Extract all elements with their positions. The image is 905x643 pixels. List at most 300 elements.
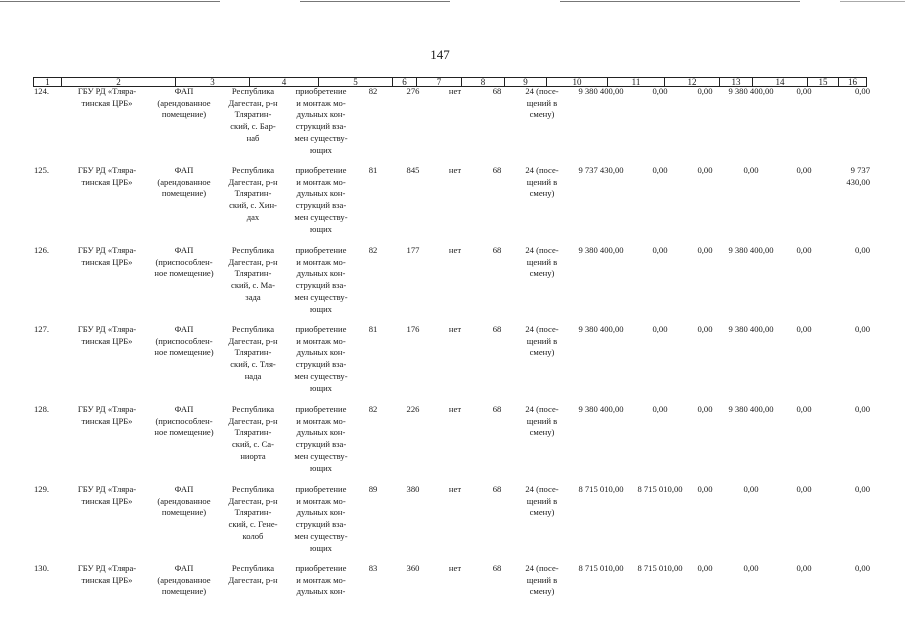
col8-cell: нет [448, 245, 462, 255]
col15-cell-line: 0,00 [796, 324, 812, 334]
work-type-cell-line: приобретение [295, 86, 347, 96]
col9-cell: 68 [492, 245, 502, 255]
organization-cell [62, 404, 152, 427]
col14-cell [722, 563, 780, 575]
work-type-cell-line: струкций вза- [295, 200, 347, 211]
row-number: 125. [34, 165, 50, 175]
address-cell-line: ский, с. Бар- [230, 121, 276, 132]
header-col-number: 6 [393, 78, 417, 87]
col11-cell-line: 8 715 010,00 [578, 563, 624, 573]
object-cell-line: (арендованное [157, 574, 211, 585]
col6-cell: 82 [368, 86, 378, 96]
col16-cell-line: 9 737 [850, 165, 870, 175]
address-cell-line: колоб [242, 530, 264, 541]
object-cell-line: ное помещение) [154, 427, 214, 438]
header-col-number: 7 [417, 78, 462, 87]
object-cell-line: (приспособлен- [155, 415, 213, 426]
work-type-cell-line: и монтаж мо- [296, 574, 346, 585]
col11-cell [572, 324, 630, 336]
object-cell-line: (арендованное [157, 176, 211, 187]
organization-cell-line: ГБУ РД «Тляра- [77, 563, 137, 573]
work-type-cell-line: приобретение [295, 324, 347, 334]
work-type-cell-line: и монтаж мо- [296, 335, 346, 346]
col10-cell-line: щений в [526, 176, 558, 187]
col10-cell [514, 86, 570, 121]
work-type-cell-line: приобретение [295, 404, 347, 414]
col16-cell [830, 484, 870, 496]
col16-cell [830, 324, 870, 336]
col9-cell: 68 [492, 563, 502, 573]
address-cell-line: Тляратин- [234, 268, 272, 279]
col16-cell-line: 430,00 [846, 176, 870, 187]
col15-cell [788, 165, 820, 177]
col7-cell: 360 [406, 563, 420, 573]
table-row [0, 165, 905, 245]
top-scan-line [0, 0, 905, 4]
col16-cell-line: 0,00 [854, 86, 870, 96]
col9-cell: 68 [492, 86, 502, 96]
col12-cell [632, 86, 688, 98]
work-type-cell [287, 324, 355, 394]
col10-cell-line: 24 (посе- [525, 484, 559, 494]
col16-cell-line: 0,00 [854, 484, 870, 494]
header-col-number: 14 [753, 78, 808, 87]
col13-cell-line: 0,00 [697, 324, 713, 334]
col7-cell: 276 [406, 86, 420, 96]
address-cell-line: Дагестан, р-н [228, 176, 278, 187]
row-number: 127. [34, 324, 50, 334]
col16-cell-line: 0,00 [854, 245, 870, 255]
address-cell-line: дах [246, 211, 260, 222]
address-cell [222, 245, 284, 304]
col10-cell-line: смену) [529, 109, 555, 120]
organization-cell-line: тинская ЦРБ» [81, 97, 133, 108]
header-col-number: 5 [319, 78, 393, 87]
table-row [0, 484, 905, 564]
col13-cell [690, 404, 720, 416]
work-type-cell-line: приобретение [295, 563, 347, 573]
object-cell-line: ФАП [174, 324, 194, 334]
object-cell-line: помещение) [161, 586, 207, 597]
col9-cell: 68 [492, 484, 502, 494]
work-type-cell-line: струкций вза- [295, 280, 347, 291]
work-type-cell [287, 86, 355, 156]
object-cell-line: помещение) [161, 507, 207, 518]
col15-cell [788, 563, 820, 575]
scan-line-segment [300, 1, 450, 2]
address-cell-line: Тляратин- [234, 347, 272, 358]
col8-cell: нет [448, 86, 462, 96]
organization-cell-line: тинская ЦРБ» [81, 176, 133, 187]
organization-cell [62, 563, 152, 586]
object-cell-line: (арендованное [157, 97, 211, 108]
table-row [0, 86, 905, 166]
col15-cell [788, 86, 820, 98]
col7-cell: 226 [406, 404, 420, 414]
address-cell [222, 563, 284, 586]
header-col-number: 15 [808, 78, 839, 87]
work-type-cell-line: дульных кон- [296, 109, 346, 120]
col13-cell [690, 245, 720, 257]
col11-cell [572, 563, 630, 575]
col14-cell [722, 324, 780, 336]
col14-cell [722, 404, 780, 416]
col13-cell-line: 0,00 [697, 245, 713, 255]
work-type-cell-line: и монтаж мо- [296, 415, 346, 426]
address-cell-line: Дагестан, р-н [228, 256, 278, 267]
col16-cell-line: 0,00 [854, 404, 870, 414]
col11-cell-line: 9 380 400,00 [578, 86, 624, 96]
object-cell [148, 86, 220, 121]
header-col-number: 4 [250, 78, 319, 87]
col15-cell-line: 0,00 [796, 165, 812, 175]
col16-cell [830, 165, 870, 188]
col8-cell: нет [448, 563, 462, 573]
col13-cell-line: 0,00 [697, 404, 713, 414]
object-cell-line: ное помещение) [154, 268, 214, 279]
address-cell [222, 86, 284, 145]
work-type-cell-line: дульных кон- [296, 427, 346, 438]
address-cell-line: Тляратин- [234, 109, 272, 120]
work-type-cell-line: дульных кон- [296, 188, 346, 199]
work-type-cell-line: и монтаж мо- [296, 176, 346, 187]
organization-cell-line: тинская ЦРБ» [81, 335, 133, 346]
col10-cell [514, 324, 570, 359]
col14-cell [722, 86, 780, 98]
col12-cell-line: 8 715 010,00 [637, 484, 683, 494]
col12-cell [632, 165, 688, 177]
object-cell [148, 165, 220, 200]
address-cell-line: Дагестан, р-н [228, 335, 278, 346]
col16-cell [830, 86, 870, 98]
col10-cell-line: 24 (посе- [525, 404, 559, 414]
row-number: 129. [34, 484, 50, 494]
col8-cell: нет [448, 484, 462, 494]
work-type-cell-line: дульных кон- [296, 586, 346, 597]
col12-cell [632, 484, 688, 496]
col13-cell [690, 484, 720, 496]
work-type-cell-line: мен существу- [294, 530, 348, 541]
col8-cell: нет [448, 165, 462, 175]
table-row [0, 563, 905, 643]
object-cell-line: ФАП [174, 404, 194, 414]
col15-cell [788, 324, 820, 336]
object-cell-line: ное помещение) [154, 347, 214, 358]
object-cell-line: (арендованное [157, 495, 211, 506]
address-cell-line: ский, с. Ма- [231, 280, 275, 291]
col11-cell [572, 404, 630, 416]
col9-cell: 68 [492, 165, 502, 175]
work-type-cell-line: струкций вза- [295, 359, 347, 370]
object-cell-line: помещение) [161, 188, 207, 199]
organization-cell [62, 86, 152, 109]
col16-cell-line: 0,00 [854, 324, 870, 334]
col14-cell-line: 9 380 400,00 [728, 404, 774, 414]
address-cell-line: Республика [231, 404, 275, 414]
col13-cell-line: 0,00 [697, 484, 713, 494]
address-cell-line: Тляратин- [234, 427, 272, 438]
row-number: 126. [34, 245, 50, 255]
organization-cell-line: ГБУ РД «Тляра- [77, 245, 137, 255]
col10-cell-line: смену) [529, 268, 555, 279]
address-cell-line: Дагестан, р-н [228, 97, 278, 108]
col13-cell [690, 165, 720, 177]
col10-cell [514, 404, 570, 439]
col13-cell-line: 0,00 [697, 563, 713, 573]
object-cell-line: (приспособлен- [155, 335, 213, 346]
work-type-cell-line: мен существу- [294, 450, 348, 461]
work-type-cell-line: приобретение [295, 484, 347, 494]
object-cell-line: ФАП [174, 563, 194, 573]
col13-cell-line: 0,00 [697, 165, 713, 175]
col11-cell [572, 245, 630, 257]
organization-cell-line: ГБУ РД «Тляра- [77, 165, 137, 175]
col11-cell-line: 9 737 430,00 [578, 165, 624, 175]
organization-cell-line: тинская ЦРБ» [81, 256, 133, 267]
address-cell-line: нада [244, 370, 262, 381]
col10-cell [514, 484, 570, 519]
address-cell [222, 165, 284, 224]
col16-cell-line: 0,00 [854, 563, 870, 573]
work-type-cell-line: мен существу- [294, 291, 348, 302]
col15-cell-line: 0,00 [796, 404, 812, 414]
organization-cell-line: ГБУ РД «Тляра- [77, 404, 137, 414]
col16-cell [830, 563, 870, 575]
address-cell-line: Тляратин- [234, 188, 272, 199]
col10-cell-line: щений в [526, 415, 558, 426]
col10-cell-line: 24 (посе- [525, 324, 559, 334]
address-cell-line: Тляратин- [234, 507, 272, 518]
col12-cell-line: 0,00 [652, 86, 668, 96]
col12-cell-line: 0,00 [652, 165, 668, 175]
work-type-cell-line: приобретение [295, 245, 347, 255]
col14-cell-line: 0,00 [743, 484, 759, 494]
address-cell-line: ниорта [240, 450, 266, 461]
work-type-cell-line: ющих [310, 462, 332, 473]
work-type-cell-line: струкций вза- [295, 439, 347, 450]
object-cell [148, 404, 220, 439]
object-cell-line: помещение) [161, 109, 207, 120]
col14-cell-line: 9 380 400,00 [728, 324, 774, 334]
col9-cell: 68 [492, 324, 502, 334]
col8-cell: нет [448, 404, 462, 414]
col13-cell [690, 86, 720, 98]
scan-line-segment [840, 1, 905, 2]
col10-cell-line: 24 (посе- [525, 245, 559, 255]
col11-cell-line: 9 380 400,00 [578, 324, 624, 334]
organization-cell-line: ГБУ РД «Тляра- [77, 484, 137, 494]
col13-cell [690, 324, 720, 336]
object-cell-line: ФАП [174, 165, 194, 175]
col15-cell [788, 404, 820, 416]
work-type-cell-line: ющих [310, 382, 332, 393]
organization-cell-line: тинская ЦРБ» [81, 415, 133, 426]
col10-cell-line: смену) [529, 347, 555, 358]
col10-cell-line: щений в [526, 97, 558, 108]
organization-cell-line: тинская ЦРБ» [81, 495, 133, 506]
col10-cell-line: щений в [526, 495, 558, 506]
col6-cell: 81 [368, 165, 378, 175]
header-col-number: 1 [34, 78, 62, 87]
row-number: 124. [34, 86, 50, 96]
organization-cell [62, 484, 152, 507]
col12-cell-line: 0,00 [652, 404, 668, 414]
col12-cell [632, 245, 688, 257]
row-number: 128. [34, 404, 50, 414]
address-cell-line: ский, с. Гене- [228, 519, 278, 530]
col12-cell-line: 0,00 [652, 245, 668, 255]
col14-cell [722, 165, 780, 177]
col12-cell [632, 324, 688, 336]
col15-cell-line: 0,00 [796, 563, 812, 573]
address-cell [222, 404, 284, 463]
col6-cell: 82 [368, 404, 378, 414]
col10-cell-line: смену) [529, 427, 555, 438]
address-cell-line: ский, с. Хин- [229, 200, 277, 211]
work-type-cell [287, 245, 355, 315]
work-type-cell-line: дульных кон- [296, 268, 346, 279]
work-type-cell-line: ющих [310, 303, 332, 314]
work-type-cell [287, 165, 355, 235]
object-cell-line: ФАП [174, 245, 194, 255]
address-cell-line: ский, с. Са- [231, 439, 274, 450]
object-cell-line: (приспособлен- [155, 256, 213, 267]
address-cell [222, 324, 284, 383]
scan-line-segment [560, 1, 800, 2]
col16-cell [830, 245, 870, 257]
col14-cell-line: 9 380 400,00 [728, 86, 774, 96]
table-row [0, 245, 905, 325]
col10-cell-line: 24 (посе- [525, 563, 559, 573]
work-type-cell [287, 484, 355, 554]
col10-cell-line: щений в [526, 335, 558, 346]
object-cell-line: ФАП [174, 484, 194, 494]
col14-cell [722, 245, 780, 257]
col15-cell-line: 0,00 [796, 86, 812, 96]
header-col-number: 9 [505, 78, 547, 87]
col13-cell [690, 563, 720, 575]
header-col-number: 8 [462, 78, 505, 87]
organization-cell [62, 324, 152, 347]
col7-cell: 380 [406, 484, 420, 494]
header-col-number: 2 [62, 78, 176, 87]
address-cell-line: Республика [231, 86, 275, 96]
table-row [0, 324, 905, 404]
address-cell-line: Республика [231, 165, 275, 175]
col10-cell [514, 165, 570, 200]
work-type-cell-line: и монтаж мо- [296, 256, 346, 267]
object-cell [148, 324, 220, 359]
work-type-cell-line: струкций вза- [295, 519, 347, 530]
header-col-number: 16 [839, 78, 867, 87]
header-col-number: 11 [608, 78, 665, 87]
scan-line-segment [0, 1, 220, 2]
page-number: 147 [430, 47, 450, 62]
col9-cell: 68 [492, 404, 502, 414]
col6-cell: 81 [368, 324, 378, 334]
row-number: 130. [34, 563, 50, 573]
work-type-cell-line: дульных кон- [296, 347, 346, 358]
work-type-cell-line: ющих [310, 223, 332, 234]
col10-cell-line: смену) [529, 507, 555, 518]
col15-cell [788, 245, 820, 257]
col11-cell-line: 8 715 010,00 [578, 484, 624, 494]
address-cell-line: Дагестан, р-н [228, 415, 278, 426]
address-cell-line: Республика [231, 484, 275, 494]
organization-cell-line: ГБУ РД «Тляра- [77, 86, 137, 96]
col15-cell-line: 0,00 [796, 484, 812, 494]
col11-cell [572, 86, 630, 98]
col7-cell: 845 [406, 165, 420, 175]
col6-cell: 83 [368, 563, 378, 573]
organization-cell-line: ГБУ РД «Тляра- [77, 324, 137, 334]
work-type-cell-line: и монтаж мо- [296, 97, 346, 108]
col10-cell-line: смену) [529, 188, 555, 199]
col10-cell-line: щений в [526, 574, 558, 585]
work-type-cell-line: ющих [310, 144, 332, 155]
header-col-number: 3 [176, 78, 250, 87]
col10-cell-line: щений в [526, 256, 558, 267]
work-type-cell-line: мен существу- [294, 132, 348, 143]
address-cell-line: Дагестан, р-н [228, 495, 278, 506]
work-type-cell-line: струкций вза- [295, 121, 347, 132]
col11-cell-line: 9 380 400,00 [578, 404, 624, 414]
object-cell-line: ФАП [174, 86, 194, 96]
address-cell-line: Республика [231, 245, 275, 255]
col10-cell-line: смену) [529, 586, 555, 597]
address-cell-line: Республика [231, 563, 275, 573]
col10-cell-line: 24 (посе- [525, 165, 559, 175]
work-type-cell [287, 404, 355, 474]
col15-cell-line: 0,00 [796, 245, 812, 255]
col7-cell: 177 [406, 245, 420, 255]
address-cell [222, 484, 284, 543]
organization-cell [62, 165, 152, 188]
col14-cell-line: 9 380 400,00 [728, 245, 774, 255]
col14-cell-line: 0,00 [743, 165, 759, 175]
object-cell [148, 484, 220, 519]
address-cell-line: наб [246, 132, 260, 143]
object-cell [148, 245, 220, 280]
work-type-cell-line: мен существу- [294, 370, 348, 381]
col6-cell: 82 [368, 245, 378, 255]
object-cell [148, 563, 220, 598]
col12-cell-line: 0,00 [652, 324, 668, 334]
col10-cell [514, 245, 570, 280]
address-cell-line: зада [245, 291, 261, 302]
col6-cell: 89 [368, 484, 378, 494]
work-type-cell-line: и монтаж мо- [296, 495, 346, 506]
address-cell-line: ский, с. Тля- [230, 359, 276, 370]
col12-cell [632, 563, 688, 575]
col13-cell-line: 0,00 [697, 86, 713, 96]
work-type-cell [287, 563, 355, 598]
col12-cell-line: 8 715 010,00 [637, 563, 683, 573]
col11-cell-line: 9 380 400,00 [578, 245, 624, 255]
col16-cell [830, 404, 870, 416]
col8-cell: нет [448, 324, 462, 334]
table-row [0, 404, 905, 484]
col15-cell [788, 484, 820, 496]
organization-cell [62, 245, 152, 268]
col10-cell [514, 563, 570, 598]
col7-cell: 176 [406, 324, 420, 334]
col10-cell-line: 24 (посе- [525, 86, 559, 96]
work-type-cell-line: мен существу- [294, 211, 348, 222]
work-type-cell-line: ющих [310, 542, 332, 553]
header-col-number: 10 [547, 78, 608, 87]
header-col-number: 13 [720, 78, 753, 87]
